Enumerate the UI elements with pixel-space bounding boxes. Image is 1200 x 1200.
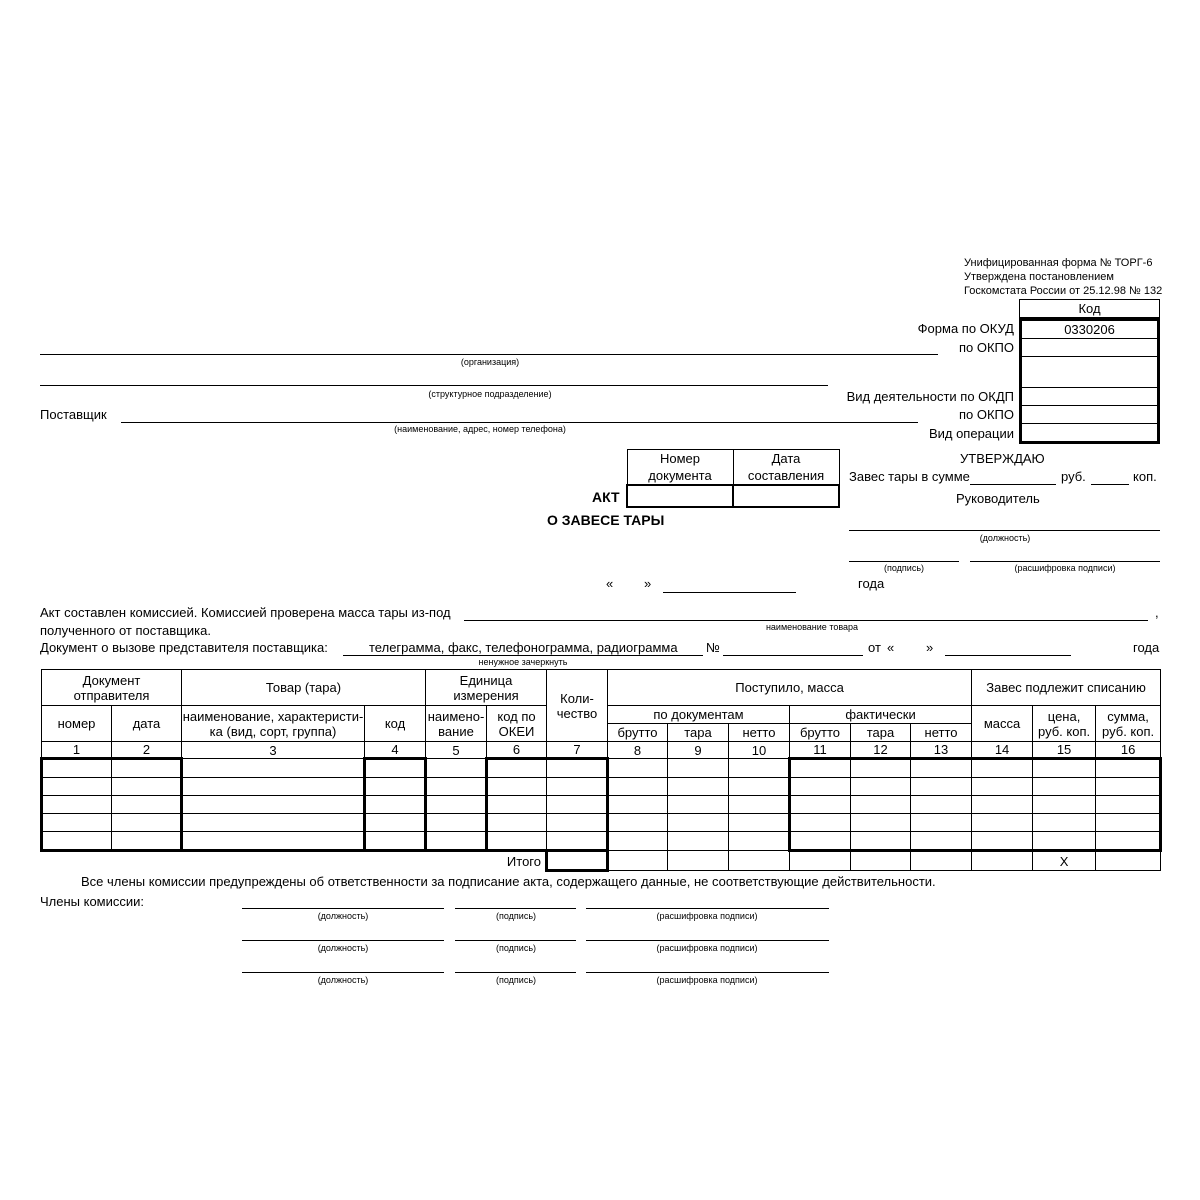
table-cell[interactable]: [426, 778, 487, 796]
supplier-label: Поставщик: [40, 407, 107, 422]
approve-kop: коп.: [1133, 469, 1157, 484]
table-cell[interactable]: [972, 832, 1033, 851]
approve-sum-label: Завес тары в сумме: [849, 469, 970, 484]
member-3-signature_decode-line[interactable]: [586, 972, 829, 973]
approve-decode-hint: (расшифровка подписи): [1014, 563, 1116, 573]
tare-doc-header: тара: [668, 724, 729, 742]
table-cell[interactable]: [1033, 778, 1096, 796]
table-cell[interactable]: [851, 778, 911, 796]
total-net-doc[interactable]: [729, 851, 790, 871]
total-mass[interactable]: [972, 851, 1033, 871]
doc-date-header-2: составления: [733, 467, 839, 485]
col-number-12: 12: [851, 742, 911, 759]
table-cell[interactable]: [729, 814, 790, 832]
mass-header: масса: [972, 706, 1033, 742]
col-number-4: 4: [365, 742, 426, 759]
unified-form-label: Унифицированная форма № ТОРГ-6: [964, 257, 1153, 269]
table-cell[interactable]: [1033, 814, 1096, 832]
member-2-signature-hint: (подпись): [495, 943, 537, 953]
approve-position-hint: (должность): [979, 533, 1031, 543]
okpo-code-field[interactable]: [1019, 339, 1160, 357]
col-number-13: 13: [911, 742, 972, 759]
table-cell[interactable]: [608, 832, 668, 851]
gross-doc-header: брутто: [608, 724, 668, 742]
table-cell[interactable]: [911, 832, 972, 851]
doc-number-table: [626, 449, 840, 508]
table-cell[interactable]: [1033, 796, 1096, 814]
member-3-position-line[interactable]: [242, 972, 444, 973]
table-cell[interactable]: [790, 796, 851, 814]
col-number-3: 3: [182, 742, 365, 759]
table-cell[interactable]: [42, 796, 112, 814]
table-cell[interactable]: [365, 814, 426, 832]
act-subtitle: О ЗАВЕСЕ ТАРЫ: [547, 512, 665, 528]
body-line-1: Акт составлен комиссией. Комиссией проверена масса тары из-под: [40, 605, 451, 620]
sum-header: сумма, руб. коп.: [1096, 706, 1161, 742]
approve-position-line[interactable]: [849, 530, 1160, 531]
number-header: номер: [42, 706, 112, 742]
approve-title: УТВЕРЖДАЮ: [960, 451, 1045, 466]
from-label: от: [868, 640, 881, 655]
table-cell[interactable]: [790, 778, 851, 796]
col-number-10: 10: [729, 742, 790, 759]
total-qty[interactable]: [547, 851, 608, 871]
table-cell[interactable]: [911, 814, 972, 832]
actual-header: фактически: [790, 706, 972, 724]
table-cell[interactable]: [42, 759, 112, 778]
body-quote-open: «: [887, 640, 895, 655]
doc-types: телеграмма, факс, телефонограмма, радиограмма: [369, 640, 678, 655]
okpo-label: по ОКПО: [958, 340, 1014, 355]
table-cell[interactable]: [365, 796, 426, 814]
table-cell[interactable]: [1033, 832, 1096, 851]
table-cell[interactable]: [487, 778, 547, 796]
unit-name-header: наимено- вание: [426, 706, 487, 742]
gross-actual-header: брутто: [790, 724, 851, 742]
okdp-label: Вид деятельности по ОКДП: [846, 389, 1014, 404]
table-cell[interactable]: [911, 796, 972, 814]
member-2-signature_decode-line[interactable]: [586, 940, 829, 941]
approve-signature-line[interactable]: [849, 561, 959, 562]
total-net-actual[interactable]: [911, 851, 972, 871]
member-3-signature-hint: (подпись): [495, 975, 537, 985]
code-header: код: [365, 706, 426, 742]
table-cell[interactable]: [182, 759, 365, 778]
table-cell[interactable]: [1096, 759, 1161, 778]
table-row: [42, 759, 1161, 778]
table-cell[interactable]: [1096, 796, 1161, 814]
goods-header: Товар (тара): [182, 670, 426, 706]
approved-by-label: Утверждена постановлением: [964, 271, 1114, 283]
table-cell[interactable]: [487, 814, 547, 832]
total-tare-actual[interactable]: [851, 851, 911, 871]
table-cell[interactable]: [547, 778, 608, 796]
approve-rub-line[interactable]: [970, 484, 1056, 485]
table-cell[interactable]: [112, 832, 182, 851]
goods-name-hint: наименование товара: [765, 622, 859, 632]
table-cell[interactable]: [487, 796, 547, 814]
okpo2-label: по ОКПО: [958, 407, 1014, 422]
table-cell[interactable]: [182, 796, 365, 814]
doc-types-line[interactable]: [343, 655, 703, 656]
body-line-3: Документ о вызове представителя поставщика:: [40, 640, 328, 655]
doc-date-header-1: Дата: [733, 450, 839, 468]
col-number-6: 6: [487, 742, 547, 759]
organization-line[interactable]: [40, 354, 938, 355]
code-head: Код: [1019, 299, 1160, 318]
table-cell[interactable]: [972, 778, 1033, 796]
table-cell[interactable]: [42, 778, 112, 796]
col-number-5: 5: [426, 742, 487, 759]
total-tare-doc[interactable]: [668, 851, 729, 871]
writeoff-header: Завес подлежит списанию: [972, 670, 1161, 706]
body-line-2: полученного от поставщика.: [40, 623, 211, 638]
operation-code-field[interactable]: [1019, 424, 1160, 444]
received-header: Поступило, масса: [608, 670, 972, 706]
doc-number-header-1: Номер: [627, 450, 733, 468]
doc-number-field[interactable]: [627, 485, 733, 507]
table-cell[interactable]: [608, 759, 668, 778]
table-cell[interactable]: [972, 796, 1033, 814]
table-cell[interactable]: [1096, 814, 1161, 832]
table-cell[interactable]: [911, 778, 972, 796]
col-number-7: 7: [547, 742, 608, 759]
table-cell[interactable]: [365, 778, 426, 796]
table-cell[interactable]: [729, 832, 790, 851]
table-cell[interactable]: [182, 814, 365, 832]
col-number-8: 8: [608, 742, 668, 759]
approve-kop-line[interactable]: [1091, 484, 1129, 485]
col-number-11: 11: [790, 742, 851, 759]
col-number-16: 16: [1096, 742, 1161, 759]
sender-doc-header: Документ отправителя: [42, 670, 182, 706]
table-cell[interactable]: [112, 759, 182, 778]
table-cell[interactable]: [790, 814, 851, 832]
member-2-signature-line[interactable]: [455, 940, 576, 941]
table-cell[interactable]: [668, 759, 729, 778]
table-cell[interactable]: [790, 759, 851, 778]
approve-rub: руб.: [1061, 469, 1086, 484]
table-cell[interactable]: [426, 814, 487, 832]
table-cell[interactable]: [42, 814, 112, 832]
body-quote-close: »: [926, 640, 934, 655]
col-number-2: 2: [112, 742, 182, 759]
table-cell[interactable]: [729, 778, 790, 796]
total-gross-actual[interactable]: [790, 851, 851, 871]
table-cell[interactable]: [608, 796, 668, 814]
table-cell[interactable]: [972, 759, 1033, 778]
total-gross-doc[interactable]: [608, 851, 668, 871]
price-header: цена, руб. коп.: [1033, 706, 1096, 742]
total-price: X: [1033, 851, 1096, 871]
act-title: АКТ: [592, 489, 620, 505]
member-3-signature-line[interactable]: [455, 972, 576, 973]
total-label: Итого: [426, 851, 547, 871]
table-cell[interactable]: [112, 796, 182, 814]
unit-header: Единица измерения: [426, 670, 547, 706]
member-1-signature_decode-hint: (расшифровка подписи): [656, 911, 758, 921]
table-cell[interactable]: [42, 832, 112, 851]
table-cell[interactable]: [426, 832, 487, 851]
table-cell[interactable]: [790, 832, 851, 851]
member-2-signature_decode-hint: (расшифровка подписи): [656, 943, 758, 953]
goods-name-line[interactable]: [464, 620, 1148, 621]
body-year: года: [1133, 640, 1160, 655]
by-docs-header: по документам: [608, 706, 790, 724]
approve-signature-hint: (подпись): [883, 563, 925, 573]
code-box: [1019, 299, 1160, 444]
table-cell[interactable]: [547, 796, 608, 814]
okud-code-field[interactable]: 0330206: [1019, 318, 1160, 339]
total-spacer: [42, 851, 426, 871]
footer-members: Члены комиссии:: [40, 894, 145, 909]
table-row: [42, 832, 1161, 851]
member-2-position-line[interactable]: [242, 940, 444, 941]
total-sum[interactable]: [1096, 851, 1161, 871]
approve-date-line[interactable]: [663, 592, 796, 593]
member-1-signature-line[interactable]: [455, 908, 576, 909]
main-table: [40, 669, 1162, 872]
qty-header: Коли- чество: [547, 670, 608, 742]
okei-header: код по ОКЕИ: [487, 706, 547, 742]
tare-actual-header: тара: [851, 724, 911, 742]
table-cell[interactable]: [1096, 778, 1161, 796]
doc-number-header-2: документа: [627, 467, 733, 485]
okud-label: Форма по ОКУД: [917, 321, 1014, 336]
table-cell[interactable]: [182, 832, 365, 851]
approve-head: Руководитель: [956, 491, 1040, 506]
table-cell[interactable]: [365, 832, 426, 851]
table-cell[interactable]: [668, 814, 729, 832]
doc-date-field[interactable]: [733, 485, 839, 507]
table-cell[interactable]: [608, 778, 668, 796]
table-cell[interactable]: [112, 778, 182, 796]
table-cell[interactable]: [851, 796, 911, 814]
date-header: дата: [112, 706, 182, 742]
division-hint: (структурное подразделение): [428, 389, 552, 399]
member-1-position-hint: (должность): [317, 911, 369, 921]
table-cell[interactable]: [547, 814, 608, 832]
table-cell[interactable]: [972, 814, 1033, 832]
table-cell[interactable]: [851, 759, 911, 778]
blank-code-field[interactable]: [1019, 357, 1160, 388]
net-doc-header: нетто: [729, 724, 790, 742]
member-1-position-line[interactable]: [242, 908, 444, 909]
table-cell[interactable]: [182, 778, 365, 796]
okpo2-code-field[interactable]: [1019, 406, 1160, 424]
approve-quote-close: »: [644, 576, 652, 591]
cross-out-hint: ненужное зачеркнуть: [478, 657, 568, 667]
footer-warning: Все члены комиссии предупреждены об ответственности за подписание акта, содержащего данные, не соответствующие действительности.: [81, 874, 936, 889]
table-row: [42, 796, 1161, 814]
member-3-signature_decode-hint: (расшифровка подписи): [656, 975, 758, 985]
goskomstat-label: Госкомстата России от 25.12.98 № 132: [964, 285, 1163, 297]
body-comma: ,: [1155, 605, 1159, 620]
col-number-14: 14: [972, 742, 1033, 759]
table-cell[interactable]: [851, 814, 911, 832]
organization-hint: (организация): [460, 357, 520, 367]
col-number-15: 15: [1033, 742, 1096, 759]
member-1-signature_decode-line[interactable]: [586, 908, 829, 909]
col-number-9: 9: [668, 742, 729, 759]
table-cell[interactable]: [851, 832, 911, 851]
table-row: [42, 778, 1161, 796]
table-cell[interactable]: [547, 832, 608, 851]
table-cell[interactable]: [668, 778, 729, 796]
net-actual-header: нетто: [911, 724, 972, 742]
call-doc-date-line[interactable]: [945, 655, 1071, 656]
okdp-code-field[interactable]: [1019, 388, 1160, 406]
call-doc-number-line[interactable]: [723, 655, 863, 656]
supplier-hint: (наименование, адрес, номер телефона): [394, 424, 566, 434]
table-cell[interactable]: [608, 814, 668, 832]
table-cell[interactable]: [1033, 759, 1096, 778]
table-cell[interactable]: [547, 759, 608, 778]
member-2-position-hint: (должность): [317, 943, 369, 953]
table-cell[interactable]: [365, 759, 426, 778]
table-cell[interactable]: [729, 796, 790, 814]
table-cell[interactable]: [911, 759, 972, 778]
table-row: [42, 814, 1161, 832]
col-number-1: 1: [42, 742, 112, 759]
table-cell[interactable]: [426, 759, 487, 778]
table-cell[interactable]: [487, 759, 547, 778]
approve-quote-open: «: [606, 576, 614, 591]
table-cell[interactable]: [668, 832, 729, 851]
member-1-signature-hint: (подпись): [495, 911, 537, 921]
supplier-line[interactable]: [121, 422, 918, 423]
table-cell[interactable]: [1096, 832, 1161, 851]
member-3-position-hint: (должность): [317, 975, 369, 985]
table-cell[interactable]: [426, 796, 487, 814]
table-cell[interactable]: [729, 759, 790, 778]
table-cell[interactable]: [487, 832, 547, 851]
goods-name-header: наименование, характеристи- ка (вид, сорт, группа): [182, 706, 365, 742]
approve-year: года: [858, 576, 885, 591]
division-line[interactable]: [40, 385, 828, 386]
approve-decode-line[interactable]: [970, 561, 1160, 562]
num-sign: №: [706, 640, 720, 655]
table-cell[interactable]: [668, 796, 729, 814]
table-cell[interactable]: [112, 814, 182, 832]
operation-label: Вид операции: [928, 426, 1014, 441]
